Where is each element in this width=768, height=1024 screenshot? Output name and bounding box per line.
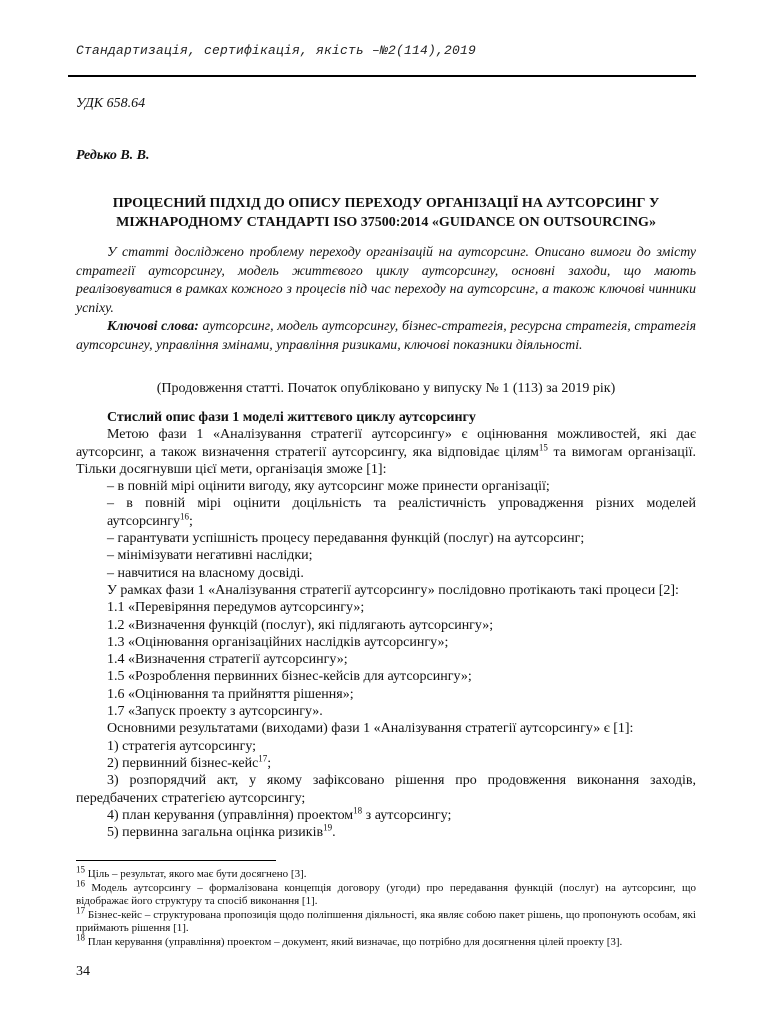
section-heading: Стислий опис фази 1 моделі життєвого циклу аутсорсингу	[107, 410, 476, 425]
result-item-3: 3) розпорядчий акт, у якому зафіксовано рішення про продовження виконання заходів, передбачених стратегією аутсорсингу;	[76, 773, 696, 806]
footnote-number: 18	[76, 932, 85, 943]
process-item: 1.5 «Розроблення первинних бізнес-кейсів для аутсорсингу»;	[107, 669, 472, 685]
abstract-block	[76, 243, 696, 355]
keywords-label: Ключові слова:	[107, 318, 199, 334]
body-paragraph-3: Основними результатами (виходами) фази 1 «Аналізування стратегії аутсорсингу» є [1]:	[107, 721, 634, 737]
dash-item-2	[76, 495, 696, 530]
article-title: ПРОЦЕСНИЙ ПІДХІД ДО ОПИСУ ПЕРЕХОДУ ОРГАНІЗАЦІЇ НА АУТСОРСИНГ У МІЖНАРОДНОМУ СТАНДАРТІ ISO 37500:2014 «GUIDANCE ON OUTSOURCING»	[112, 196, 660, 230]
process-item: 1.6 «Оцінювання та прийняття рішення»;	[107, 686, 354, 702]
continuation-note: (Продовження статті. Початок опубліковано у випуску № 1 (113) за 2019 рік)	[156, 381, 616, 396]
process-item: 1.3 «Оцінювання організаційних наслідків аутсорсингу»;	[107, 634, 449, 650]
header-rule	[68, 75, 696, 77]
footnote-ref-17: 17	[258, 753, 268, 764]
result-item-4-end: з аутсорсингу;	[362, 807, 452, 823]
footnote	[76, 932, 696, 950]
footnote-number: 15	[76, 864, 85, 875]
footnote	[76, 864, 696, 882]
keywords-paragraph	[76, 317, 696, 354]
process-item: 1.1 «Перевіряння передумов аутсорсингу»;	[107, 600, 365, 616]
footnote-text: Бізнес-кейс – структурована пропозиція щодо поліпшення діяльності, яка являє собою пакет рішень, що пропонують особам, які приймають рішення [1].	[76, 908, 696, 935]
footnote	[76, 905, 696, 936]
author-name: Редько В. В.	[76, 148, 150, 163]
footnote-ref-16: 16	[179, 511, 189, 522]
result-item-5	[76, 824, 696, 841]
result-item-5-text: 5) первинна загальна оцінка ризиків	[107, 825, 324, 841]
footnotes	[76, 864, 696, 950]
body-paragraph-2: У рамках фази 1 «Аналізування стратегії аутсорсингу» послідовно протікають такі процеси [2]:	[107, 582, 679, 598]
keywords-text: аутсорсинг, модель аутсорсингу, бізнес-стратегія, ресурсна стратегія, стратегія аутсорсингу, управління змінами, управління ризиками, ключові показники діяльності.	[76, 318, 696, 352]
process-item: 1.2 «Визначення функцій (послуг), які підлягають аутсорсингу»;	[107, 617, 494, 633]
result-item-2-end: ;	[267, 755, 272, 771]
result-item-2-text: 2) первинний бізнес-кейс	[107, 755, 259, 771]
footnote-ref-18: 18	[353, 805, 363, 816]
footnote-ref-15: 15	[538, 441, 548, 452]
page-number: 34	[76, 964, 90, 979]
body-paragraph-1	[76, 426, 696, 478]
result-item-4	[76, 807, 696, 824]
footnote-number: 16	[76, 877, 85, 888]
footnote-text: План керування (управління) проектом – документ, який визначає, що потрібно для досягнення цілей проекту [3].	[85, 935, 623, 948]
process-item: 1.4 «Визначення стратегії аутсорсингу»;	[107, 652, 348, 668]
footnote-ref-19: 19	[323, 822, 333, 833]
footnote-number: 17	[76, 905, 85, 916]
result-item-5-end: .	[332, 825, 336, 841]
running-header: Стандартизація, сертифікація, якість –№2(114),2019	[76, 43, 477, 58]
dash-item-2-text: – в повній мірі оцінити доцільність та реалістичність упровадження різних моделей аутсорсингу	[107, 496, 696, 529]
result-item-4-text: 4) план керування (управління) проектом	[107, 807, 354, 823]
dash-item-2-end: ;	[188, 513, 193, 529]
udc-code: УДК 658.64	[76, 96, 146, 111]
dash-item-4: – мінімізувати негативні наслідки;	[107, 548, 313, 564]
footnote-text: Модель аутсорсингу – формалізована концепція договору (угоди) про передавання функцій (послуг) на аутсорсинг, що відображає його структуру та спосіб виконання [1].	[76, 881, 696, 908]
dash-item-1: – в повній мірі оцінити вигоду, яку аутсорсинг може принести організації;	[107, 479, 550, 495]
article-body	[76, 409, 696, 841]
process-item: 1.7 «Запуск проекту з аутсорсингу».	[107, 704, 323, 720]
footnote-text: Ціль – результат, якого має бути досягнено [3].	[85, 868, 307, 880]
p1-text-b: та вимогам організації. Тільки досягнувши цієї мети, організація зможе [1]:	[76, 444, 696, 477]
footnote-rule	[76, 860, 276, 861]
abstract-text: У статті досліджено проблему переходу організацій на аутсорсинг. Описано вимоги до змісту стратегії аутсорсингу, модель життєвого циклу аутсорсингу, основні заходи, що мають реалізовуватися в рамках кожного з процесів під час переходу на аутсорсинг, а також ключові чинники успіху.	[76, 244, 696, 315]
footnote	[76, 877, 696, 909]
result-item-2	[76, 755, 696, 772]
dash-item-5: – навчитися на власному досвіді.	[107, 565, 304, 581]
result-item-1: 1) стратегія аутсорсингу;	[107, 738, 257, 754]
dash-item-3: – гарантувати успішність процесу передавання функцій (послуг) на аутсорсинг;	[107, 531, 585, 547]
p1-text-a: Метою фази 1 «Аналізування стратегії аутсорсингу» є оцінювання можливостей, які дає аутсорсинг, а також визначення стратегії аутсорсингу, яка відповідає цілям	[76, 427, 696, 460]
